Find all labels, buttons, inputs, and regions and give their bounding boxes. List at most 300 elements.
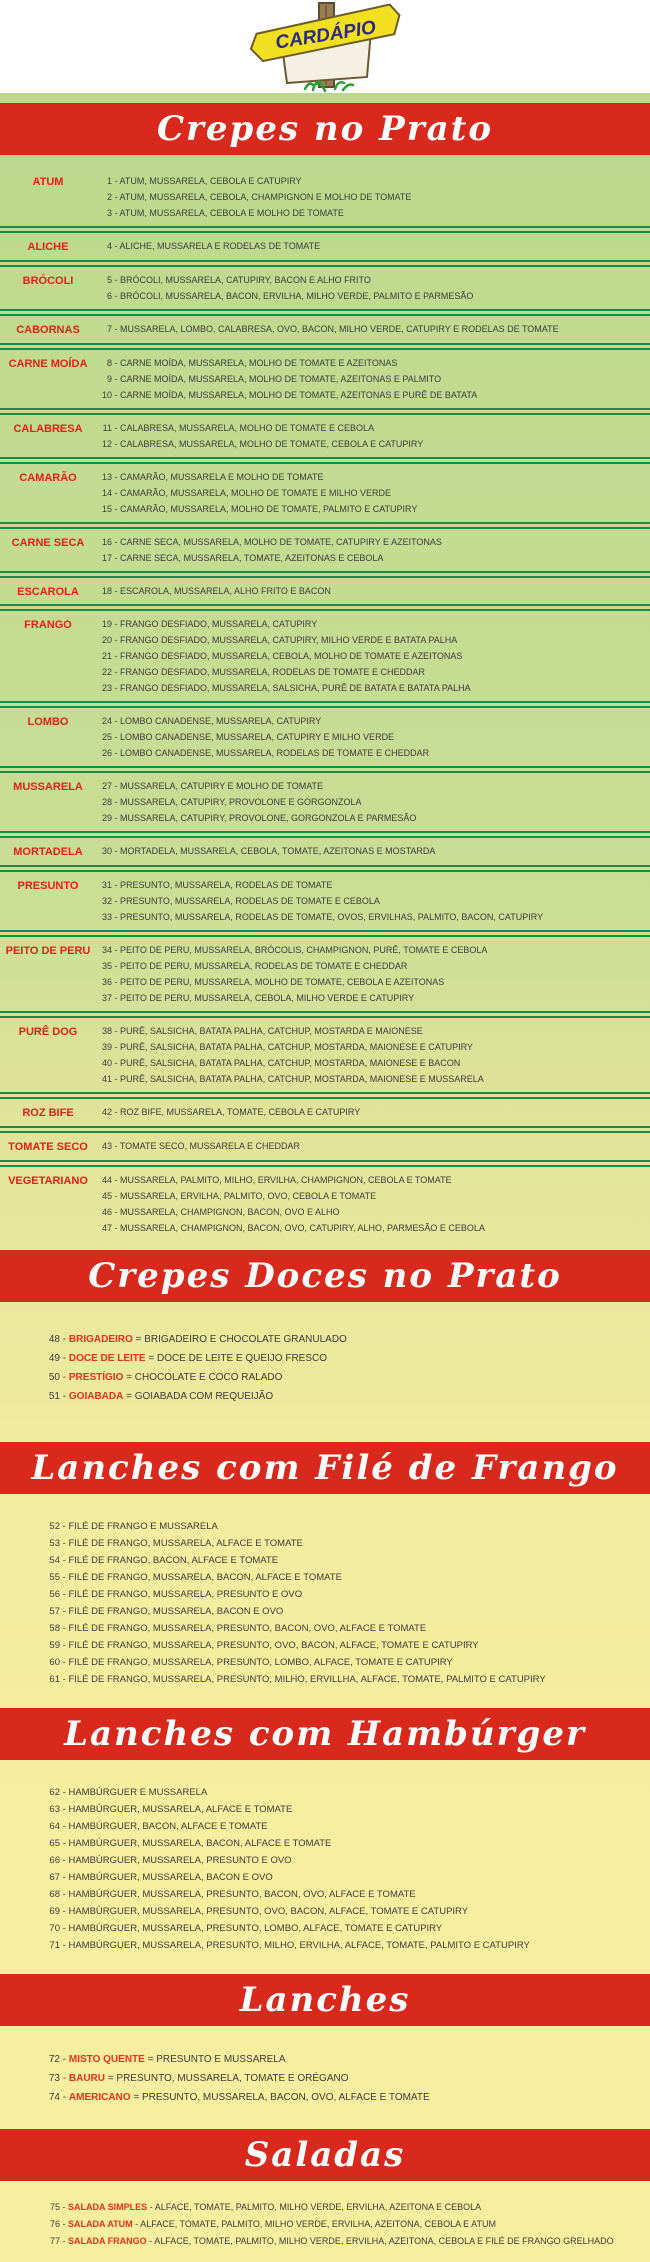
menu-item: 32 - PRESUNTO, MUSSARELA, RODELAS DE TOMATE E CEBOLA: [98, 893, 650, 909]
category-items: [96, 713, 650, 761]
category-label: CABORNAS: [16, 323, 80, 336]
category-block: [0, 1165, 650, 1241]
item-description: FRANGO DESFIADO, MUSSARELA, RODELAS DE TOMATE E CHEDDAR: [120, 667, 426, 678]
menu-item: 18 - ESCAROLA, MUSSARELA, ALHO FRITO E BACON: [98, 583, 650, 599]
item-description: CARNE MOÍDA, MUSSARELA, MOLHO DE TOMATE E AZEITONAS: [120, 357, 398, 368]
menu-item: 57 - FILÉ DE FRANGO, MUSSARELA, BACON E OVO: [46, 1603, 650, 1620]
item-number: 77: [49, 2235, 60, 2246]
category-block: [0, 870, 650, 932]
category-items: [96, 778, 650, 826]
category-label: ESCAROLA: [17, 585, 79, 598]
menu-item: 49 - DOCE DE LEITE = DOCE DE LEITE E QUEIJO FRESCO: [46, 1349, 650, 1368]
item-number: 58: [49, 1622, 60, 1634]
item-number: 44: [101, 1174, 112, 1185]
item-description: MUSSARELA, CATUPIRY, PROVOLONE E GORGONZOLA: [120, 797, 362, 808]
item-description: ALFACE, TOMATE, PALMITO, MILHO VERDE, ERVILHA, AZEITONA, CEBOLA E ATUM: [140, 2218, 496, 2229]
category-label: PRESUNTO: [17, 880, 79, 892]
item-number: 67: [49, 1871, 60, 1883]
item-description: BRÓCOLI, MUSSARELA, CATUPIRY, BACON E ALHO FRITO: [120, 274, 371, 285]
item-number: 8: [106, 357, 112, 368]
item-description: ROZ BIFE, MUSSARELA, TOMATE, CEBOLA E CATUPIRY: [120, 1107, 361, 1117]
item-number: 27: [101, 781, 112, 792]
item-number: 29: [101, 813, 112, 824]
item-number: 52: [49, 1520, 60, 1532]
item-description: FILÉ DE FRANGO E MUSSARELA: [68, 1520, 218, 1532]
item-description: HAMBÚRGUER, MUSSARELA, PRESUNTO, LOMBO, ALFACE, TOMATE E CATUPIRY: [68, 1922, 443, 1934]
item-description: MUSSARELA, CHAMPIGNON, BACON, OVO, CATUPIRY, ALHO, PARMESÃO E CEBOLA: [120, 1222, 485, 1233]
category-items: [96, 1023, 650, 1087]
menu-item: 21 - FRANGO DESFIADO, MUSSARELA, CEBOLA, MOLHO DE TOMATE E AZEITONAS: [98, 648, 650, 664]
category-block: [0, 1016, 650, 1094]
item-number: 32: [101, 896, 112, 906]
item-number: 45: [101, 1190, 112, 1201]
menu-item: 23 - FRANGO DESFIADO, MUSSARELA, SALSICHA, PURÊ DE BATATA E BATATA PALHA: [98, 680, 650, 696]
category-label: ALICHE: [27, 241, 69, 253]
category-items: [96, 1104, 650, 1120]
item-name: PRESTÍGIO: [68, 1371, 124, 1383]
category-label: FRANGO: [24, 619, 72, 632]
menu-item: 71 - HAMBÚRGUER, MUSSARELA, PRESUNTO, MILHO, ERVILHA, ALFACE, TOMATE, PALMITO E CATUPIRY: [46, 1937, 650, 1954]
menu-item: 62 - HAMBÚRGUER E MUSSARELA: [46, 1784, 650, 1801]
item-number: 28: [101, 797, 112, 808]
category-block: [0, 609, 650, 703]
menu-item: 64 - HAMBÚRGUER, BACON, ALFACE E TOMATE: [46, 1818, 650, 1835]
item-number: 5: [106, 274, 112, 285]
category-items: [96, 321, 650, 337]
item-description: CARNE MOÍDA, MUSSARELA, MOLHO DE TOMATE, AZEITONAS E PALMITO: [120, 373, 442, 384]
menu-item: 47 - MUSSARELA, CHAMPIGNON, BACON, OVO, CATUPIRY, ALHO, PARMESÃO E CEBOLA: [98, 1220, 650, 1236]
category-items: [96, 534, 650, 566]
item-number: 7: [106, 323, 112, 334]
banner-title: Crepes no Prato: [156, 109, 494, 149]
menu-item: 67 - HAMBÚRGUER, MUSSARELA, BACON E OVO: [46, 1869, 650, 1886]
item-name: DOCE DE LEITE: [68, 1352, 146, 1364]
category-label: PEITO DE PERU: [5, 945, 91, 957]
menu-item: 36 - PEITO DE PERU, MUSSARELA, MOLHO DE TOMATE, CEBOLA E AZEITONAS: [98, 974, 650, 990]
item-description: BRÓCOLI, MUSSARELA, BACON, ERVILHA, MILHO VERDE, PALMITO E PARMESÃO: [120, 290, 474, 301]
item-description: HAMBÚRGUER, MUSSARELA, BACON E OVO: [68, 1871, 273, 1883]
menu-item: 53 - FILÉ DE FRANGO, MUSSARELA, ALFACE E TOMATE: [46, 1535, 650, 1552]
category-label: BRÓCOLI: [22, 274, 74, 287]
item-description: ATUM, MUSSARELA, CEBOLA, CHAMPIGNON E MOLHO DE TOMATE: [119, 192, 412, 202]
menu-item: 69 - HAMBÚRGUER, MUSSARELA, PRESUNTO, OVO, BACON, ALFACE, TOMATE E CATUPIRY: [46, 1903, 650, 1920]
menu-item: 15 - CAMARÃO, MUSSARELA, MOLHO DE TOMATE, PALMITO E CATUPIRY: [98, 501, 650, 517]
item-number: 24: [101, 716, 112, 727]
menu-item: 73 - BAURU = PRESUNTO, MUSSARELA, TOMATE E ORÉGANO: [46, 2069, 650, 2088]
item-number: 38: [101, 1026, 112, 1036]
menu-item: 12 - CALABRESA, MUSSARELA, MOLHO DE TOMATE, CEBOLA E CATUPIRY: [98, 436, 650, 452]
category-block: [0, 706, 650, 768]
menu-item: 55 - FILÉ DE FRANGO, MUSSARELA, BACON, ALFACE E TOMATE: [46, 1569, 650, 1586]
banner-lanches: [0, 1974, 650, 2026]
item-number: 9: [106, 373, 112, 384]
item-description: TOMATE SECO, MUSSARELA E CHEDDAR: [119, 1140, 301, 1151]
menu-item: 22 - FRANGO DESFIADO, MUSSARELA, RODELAS DE TOMATE E CHEDDAR: [98, 664, 650, 680]
item-description: MUSSARELA, LOMBO, CALABRESA, OVO, BACON, MILHO VERDE, CATUPIRY E RODELAS DE TOMATE: [120, 323, 559, 334]
item-number: 64: [49, 1820, 60, 1832]
menu-item: 43 - TOMATE SECO, MUSSARELA E CHEDDAR: [98, 1138, 650, 1154]
item-description: ATUM, MUSSARELA, CEBOLA E MOLHO DE TOMATE: [119, 208, 344, 218]
item-description: PEITO DE PERU, MUSSARELA, RODELAS DE TOMATE E CHEDDAR: [120, 961, 408, 971]
item-description: FRANGO DESFIADO, MUSSARELA, CATUPIRY, MILHO VERDE E BATATA PALHA: [120, 635, 458, 646]
item-description: HAMBÚRGUER, MUSSARELA, ALFACE E TOMATE: [68, 1803, 293, 1815]
item-description: ALFACE, TOMATE, PALMITO, MILHO VERDE, ERVILHA, AZEITONA, CEBOLA E FILÉ DE FRANGO GRELHADO: [154, 2235, 614, 2246]
item-description: BRIGADEIRO E CHOCOLATE GRANULADO: [144, 1333, 347, 1345]
item-number: 31: [101, 880, 112, 890]
lanches-frango-list: [0, 1494, 650, 1708]
item-description: PURÊ, SALSICHA, BATATA PALHA, CATCHUP, MOSTARDA, MAIONESE E CATUPIRY: [120, 1042, 473, 1052]
item-number: 14: [101, 487, 112, 498]
menu-item: 4 - ALICHE, MUSSARELA E RODELAS DE TOMATE: [98, 238, 650, 254]
item-description: CARNE SECA, MUSSARELA, TOMATE, AZEITONAS E CEBOLA: [120, 552, 384, 563]
banner-title: Saladas: [244, 2134, 406, 2175]
item-number: 17: [101, 552, 112, 563]
item-number: 35: [101, 961, 112, 971]
menu-item: 17 - CARNE SECA, MUSSARELA, TOMATE, AZEITONAS E CEBOLA: [98, 550, 650, 566]
category-block: [0, 462, 650, 524]
item-description: PEITO DE PERU, MUSSARELA, BRÓCOLIS, CHAMPIGNON, PURÊ, TOMATE E CEBOLA: [120, 945, 488, 955]
menu-item: 6 - BRÓCOLI, MUSSARELA, BACON, ERVILHA, MILHO VERDE, PALMITO E PARMESÃO: [98, 288, 650, 304]
item-number: 49: [48, 1352, 60, 1364]
category-block: [0, 231, 650, 262]
item-number: 30: [101, 846, 112, 857]
category-items: [96, 420, 650, 452]
item-number: 54: [49, 1554, 60, 1566]
item-description: LOMBO CANADENSE, MUSSARELA, CATUPIRY E MILHO VERDE: [120, 732, 395, 743]
menu-item: 58 - FILÉ DE FRANGO, MUSSARELA, PRESUNTO, BACON, OVO, ALFACE E TOMATE: [46, 1620, 650, 1637]
item-description: PEITO DE PERU, MUSSARELA, MOLHO DE TOMATE, CEBOLA E AZEITONAS: [120, 977, 445, 987]
category-items: [96, 272, 650, 304]
menu-item: 30 - MORTADELA, MUSSARELA, CEBOLA, TOMATE, AZEITONAS E MOSTARDA: [98, 843, 650, 859]
menu-item: 25 - LOMBO CANADENSE, MUSSARELA, CATUPIRY E MILHO VERDE: [98, 729, 650, 745]
banner-title: Lanches: [239, 1979, 411, 2020]
category-label: CARNE MOÍDA: [8, 357, 88, 370]
item-description: PRESUNTO, MUSSARELA, RODELAS DE TOMATE: [120, 880, 333, 890]
item-description: CARNE MOÍDA, MUSSARELA, MOLHO DE TOMATE, AZEITONAS E PURÊ DE BATATA: [120, 389, 478, 400]
item-number: 34: [101, 945, 112, 955]
menu-item: 26 - LOMBO CANADENSE, MUSSARELA, RODELAS DE TOMATE E CHEDDAR: [98, 745, 650, 761]
category-label: CAMARÃO: [19, 471, 77, 484]
lanches-hamburger-list: [0, 1760, 650, 1974]
menu-item: 60 - FILÉ DE FRANGO, MUSSARELA, PRESUNTO, LOMBO, ALFACE, TOMATE E CATUPIRY: [46, 1654, 650, 1671]
item-number: 71: [49, 1939, 60, 1951]
item-description: CALABRESA, MUSSARELA, MOLHO DE TOMATE, CEBOLA E CATUPIRY: [120, 438, 424, 449]
item-number: 61: [49, 1673, 60, 1685]
item-description: FRANGO DESFIADO, MUSSARELA, SALSICHA, PURÊ DE BATATA E BATATA PALHA: [120, 683, 471, 694]
menu-item: 11 - CALABRESA, MUSSARELA, MOLHO DE TOMATE E CEBOLA: [98, 420, 650, 436]
header: [0, 0, 650, 93]
category-items: [96, 469, 650, 517]
item-description: CAMARÃO, MUSSARELA, MOLHO DE TOMATE, PALMITO E CATUPIRY: [120, 503, 418, 514]
item-number: 41: [101, 1074, 112, 1084]
crepes-doces-list: [0, 1302, 650, 1442]
item-description: MUSSARELA, CATUPIRY E MOLHO DE TOMATE: [120, 781, 324, 792]
menu-item: 13 - CAMARÃO, MUSSARELA E MOLHO DE TOMATE: [98, 469, 650, 485]
category-items: [96, 583, 650, 599]
item-number: 37: [101, 993, 112, 1003]
category-block: [0, 413, 650, 459]
item-description: PRESUNTO E MUSSARELA: [156, 2053, 286, 2065]
item-number: 6: [106, 290, 112, 301]
item-description: LOMBO CANADENSE, MUSSARELA, RODELAS DE TOMATE E CHEDDAR: [120, 748, 430, 759]
menu-item: 8 - CARNE MOÍDA, MUSSARELA, MOLHO DE TOMATE E AZEITONAS: [98, 355, 650, 371]
item-number: 16: [101, 536, 112, 547]
menu-item: 35 - PEITO DE PERU, MUSSARELA, RODELAS DE TOMATE E CHEDDAR: [98, 958, 650, 974]
item-description: FILÉ DE FRANGO, MUSSARELA, PRESUNTO, BACON, OVO, ALFACE E TOMATE: [68, 1622, 427, 1634]
menu-item: 61 - FILÉ DE FRANGO, MUSSARELA, PRESUNTO, MILHO, ERVILLHA, ALFACE, TOMATE, PALMITO E CATUPIRY: [46, 1671, 650, 1688]
item-description: CAMARÃO, MUSSARELA E MOLHO DE TOMATE: [120, 471, 324, 482]
item-description: MUSSARELA, ERVILHA, PALMITO, OVO, CEBOLA E TOMATE: [120, 1190, 377, 1201]
category-block: [0, 168, 650, 228]
item-number: 43: [101, 1140, 112, 1151]
menu-item: 40 - PURÊ, SALSICHA, BATATA PALHA, CATCHUP, MOSTARDA, MAIONESE E BACON: [98, 1055, 650, 1071]
cardapio-sign: [235, 1, 415, 93]
item-description: PEITO DE PERU, MUSSARELA, CEBOLA, MILHO VERDE E CATUPIRY: [120, 993, 415, 1003]
category-items: [96, 843, 650, 859]
category-items: [96, 355, 650, 403]
item-number: 19: [101, 619, 112, 630]
item-description: ALICHE, MUSSARELA E RODELAS DE TOMATE: [119, 241, 321, 251]
lanches-list: [0, 2026, 650, 2129]
category-block: [0, 935, 650, 1013]
item-number: 3: [106, 208, 112, 218]
item-number: 4: [106, 241, 112, 251]
item-description: HAMBÚRGUER, BACON, ALFACE E TOMATE: [68, 1820, 268, 1832]
item-name: BRIGADEIRO: [68, 1333, 133, 1345]
menu-item: 56 - FILÉ DE FRANGO, MUSSARELA, PRESUNTO E OVO: [46, 1586, 650, 1603]
menu-item: 1 - ATUM, MUSSARELA, CEBOLA E CATUPIRY: [98, 173, 650, 189]
item-description: HAMBÚRGUER, MUSSARELA, PRESUNTO, OVO, BACON, ALFACE, TOMATE E CATUPIRY: [68, 1905, 469, 1917]
category-block: [0, 265, 650, 311]
menu-item: 5 - BRÓCOLI, MUSSARELA, CATUPIRY, BACON E ALHO FRITO: [98, 272, 650, 288]
top-strip: [0, 93, 650, 103]
item-description: PURÊ, SALSICHA, BATATA PALHA, CATCHUP, MOSTARDA E MAIONESE: [120, 1026, 423, 1036]
category-block: [0, 527, 650, 573]
menu-item: 42 - ROZ BIFE, MUSSARELA, TOMATE, CEBOLA E CATUPIRY: [98, 1104, 650, 1120]
item-number: 18: [101, 585, 112, 596]
menu-item: 77 - SALADA FRANGO - ALFACE, TOMATE, PALMITO, MILHO VERDE, ERVILHA, AZEITONA, CEBOLA E FILÉ DE FRANGO GRELHADO: [46, 2233, 650, 2250]
item-description: FILÉ DE FRANGO, BACON, ALFACE E TOMATE: [68, 1554, 279, 1566]
item-number: 26: [101, 748, 112, 759]
item-description: HAMBÚRGUER, MUSSARELA, BACON, ALFACE E TOMATE: [68, 1837, 332, 1849]
item-description: FILÉ DE FRANGO, MUSSARELA, PRESUNTO E OVO: [68, 1588, 303, 1600]
saladas-list: [0, 2181, 650, 2262]
item-number: 23: [101, 683, 112, 694]
item-number: 59: [49, 1639, 60, 1651]
menu-item: 75 - SALADA SIMPLES - ALFACE, TOMATE, PALMITO, MILHO VERDE, ERVILHA, AZEITONA E CEBOLA: [46, 2199, 650, 2216]
item-number: 66: [49, 1854, 60, 1866]
banner-saladas: [0, 2129, 650, 2181]
item-number: 74: [48, 2091, 60, 2103]
item-number: 11: [102, 422, 112, 433]
item-name: GOIABADA: [68, 1390, 124, 1402]
item-number: 36: [101, 977, 112, 987]
category-label: CALABRESA: [13, 422, 83, 435]
item-description: PRESUNTO, MUSSARELA, RODELAS DE TOMATE, OVOS, ERVILHAS, PALMITO, BACON, CATUPIRY: [120, 912, 544, 922]
menu-item: 7 - MUSSARELA, LOMBO, CALABRESA, OVO, BACON, MILHO VERDE, CATUPIRY E RODELAS DE TOMATE: [98, 321, 650, 337]
category-block: [0, 771, 650, 833]
menu-content: [0, 93, 650, 2262]
item-description: FILÉ DE FRANGO, MUSSARELA, BACON E OVO: [68, 1605, 284, 1617]
item-description: HAMBÚRGUER, MUSSARELA, PRESUNTO, BACON, OVO, ALFACE E TOMATE: [68, 1888, 416, 1900]
category-items: [96, 877, 650, 925]
item-name: AMERICANO: [68, 2091, 131, 2103]
category-items: [96, 238, 650, 254]
item-description: PRESUNTO, MUSSARELA, BACON, OVO, ALFACE E TOMATE: [141, 2091, 430, 2103]
item-description: CAMARÃO, MUSSARELA, MOLHO DE TOMATE E MILHO VERDE: [120, 487, 392, 498]
menu-item: 29 - MUSSARELA, CATUPIRY, PROVOLONE, GORGONZOLA E PARMESÃO: [98, 810, 650, 826]
category-label: VEGETARIANO: [8, 1174, 88, 1187]
item-description: MUSSARELA, CATUPIRY, PROVOLONE, GORGONZOLA E PARMESÃO: [120, 813, 417, 824]
menu-item: 44 - MUSSARELA, PALMITO, MILHO, ERVILHA, CHAMPIGNON, CEBOLA E TOMATE: [98, 1172, 650, 1188]
category-block: [0, 1097, 650, 1128]
item-description: HAMBÚRGUER, MUSSARELA, PRESUNTO E OVO: [68, 1854, 292, 1866]
item-description: CARNE SECA, MUSSARELA, MOLHO DE TOMATE, CATUPIRY E AZEITONAS: [120, 536, 442, 547]
item-number: 73: [48, 2072, 60, 2084]
item-number: 60: [49, 1656, 60, 1668]
menu-item: 27 - MUSSARELA, CATUPIRY E MOLHO DE TOMATE: [98, 778, 650, 794]
item-number: 68: [49, 1888, 60, 1900]
category-items: [96, 173, 650, 221]
item-name: SALADA SIMPLES: [68, 2201, 148, 2212]
category-block: [0, 836, 650, 867]
item-number: 51: [48, 1390, 60, 1402]
item-description: CHOCOLATE E COCO RALADO: [134, 1371, 283, 1383]
banner-title: Crepes Doces no Prato: [88, 1255, 562, 1296]
item-description: PURÊ, SALSICHA, BATATA PALHA, CATCHUP, MOSTARDA, MAIONESE E MUSSARELA: [120, 1074, 484, 1084]
menu-item: 19 - FRANGO DESFIADO, MUSSARELA, CATUPIRY: [98, 616, 650, 632]
menu-item: 70 - HAMBÚRGUER, MUSSARELA, PRESUNTO, LOMBO, ALFACE, TOMATE E CATUPIRY: [46, 1920, 650, 1937]
item-description: HAMBÚRGUER, MUSSARELA, PRESUNTO, MILHO, ERVILHA, ALFACE, TOMATE, PALMITO E CATUPIRY: [68, 1939, 530, 1951]
item-description: ATUM, MUSSARELA, CEBOLA E CATUPIRY: [119, 176, 302, 186]
menu-item: 37 - PEITO DE PERU, MUSSARELA, CEBOLA, MILHO VERDE E CATUPIRY: [98, 990, 650, 1006]
menu-item: 14 - CAMARÃO, MUSSARELA, MOLHO DE TOMATE E MILHO VERDE: [98, 485, 650, 501]
item-description: ALFACE, TOMATE, PALMITO, MILHO VERDE, ERVILHA, AZEITONA E CEBOLA: [154, 2201, 482, 2212]
banner-title: Lanches com Filé de Frango: [31, 1447, 619, 1488]
category-label: ATUM: [32, 176, 64, 188]
category-label: ROZ BIFE: [22, 1107, 74, 1119]
item-number: 15: [101, 503, 112, 514]
item-number: 55: [49, 1571, 60, 1583]
banner-crepes-doces: [0, 1250, 650, 1302]
item-number: 65: [49, 1837, 60, 1849]
category-items: [96, 942, 650, 1006]
menu-item: 48 - BRIGADEIRO = BRIGADEIRO E CHOCOLATE GRANULADO: [46, 1330, 650, 1349]
item-name: MISTO QUENTE: [68, 2053, 145, 2065]
item-number: 1: [106, 176, 112, 186]
menu-item: 16 - CARNE SECA, MUSSARELA, MOLHO DE TOMATE, CATUPIRY E AZEITONAS: [98, 534, 650, 550]
menu-item: 54 - FILÉ DE FRANGO, BACON, ALFACE E TOMATE: [46, 1552, 650, 1569]
category-label: PURÊ DOG: [18, 1026, 78, 1038]
menu-item: 31 - PRESUNTO, MUSSARELA, RODELAS DE TOMATE: [98, 877, 650, 893]
item-description: MUSSARELA, PALMITO, MILHO, ERVILHA, CHAMPIGNON, CEBOLA E TOMATE: [120, 1174, 452, 1185]
menu-item: 33 - PRESUNTO, MUSSARELA, RODELAS DE TOMATE, OVOS, ERVILHAS, PALMITO, BACON, CATUPIRY: [98, 909, 650, 925]
item-number: 62: [49, 1786, 60, 1798]
menu-item: 68 - HAMBÚRGUER, MUSSARELA, PRESUNTO, BACON, OVO, ALFACE E TOMATE: [46, 1886, 650, 1903]
menu-item: 10 - CARNE MOÍDA, MUSSARELA, MOLHO DE TOMATE, AZEITONAS E PURÊ DE BATATA: [98, 387, 650, 403]
menu-item: 72 - MISTO QUENTE = PRESUNTO E MUSSARELA: [46, 2050, 650, 2069]
menu-item: 46 - MUSSARELA, CHAMPIGNON, BACON, OVO E ALHO: [98, 1204, 650, 1220]
crepes-category-menu: [0, 155, 650, 1250]
item-description: FRANGO DESFIADO, MUSSARELA, CEBOLA, MOLHO DE TOMATE E AZEITONAS: [120, 651, 463, 662]
item-number: 46: [101, 1206, 112, 1217]
item-description: GOIABADA COM REQUEIJÃO: [134, 1390, 274, 1402]
item-number: 25: [101, 732, 112, 743]
menu-item: 74 - AMERICANO = PRESUNTO, MUSSARELA, BACON, OVO, ALFACE E TOMATE: [46, 2088, 650, 2107]
banner-lanches-frango: [0, 1442, 650, 1494]
menu-item: 28 - MUSSARELA, CATUPIRY, PROVOLONE E GORGONZOLA: [98, 794, 650, 810]
menu-item: 39 - PURÊ, SALSICHA, BATATA PALHA, CATCHUP, MOSTARDA, MAIONESE E CATUPIRY: [98, 1039, 650, 1055]
menu-item: 50 - PRESTÍGIO = CHOCOLATE E COCO RALADO: [46, 1368, 650, 1387]
item-number: 20: [101, 635, 112, 646]
menu-item: 63 - HAMBÚRGUER, MUSSARELA, ALFACE E TOMATE: [46, 1801, 650, 1818]
menu-item: 76 - SALADA ATUM - ALFACE, TOMATE, PALMITO, MILHO VERDE, ERVILHA, AZEITONA, CEBOLA E ATUM: [46, 2216, 650, 2233]
item-number: 2: [106, 192, 112, 202]
item-description: DOCE DE LEITE E QUEIJO FRESCO: [156, 1352, 328, 1364]
menu-item: 9 - CARNE MOÍDA, MUSSARELA, MOLHO DE TOMATE, AZEITONAS E PALMITO: [98, 371, 650, 387]
category-block: [0, 314, 650, 345]
category-label: TOMATE SECO: [8, 1140, 88, 1153]
menu-item: 24 - LOMBO CANADENSE, MUSSARELA, CATUPIRY: [98, 713, 650, 729]
item-number: 53: [49, 1537, 60, 1549]
menu-item: 2 - ATUM, MUSSARELA, CEBOLA, CHAMPIGNON E MOLHO DE TOMATE: [98, 189, 650, 205]
item-number: 21: [101, 651, 112, 662]
item-description: FRANGO DESFIADO, MUSSARELA, CATUPIRY: [120, 619, 318, 630]
menu-item: 65 - HAMBÚRGUER, MUSSARELA, BACON, ALFACE E TOMATE: [46, 1835, 650, 1852]
item-number: 42: [101, 1107, 112, 1117]
item-name: BAURU: [68, 2072, 105, 2084]
item-name: SALADA ATUM: [68, 2218, 133, 2229]
menu-item: 52 - FILÉ DE FRANGO E MUSSARELA: [46, 1518, 650, 1535]
item-number: 70: [49, 1922, 60, 1934]
banner-title: Lanches com Hambúrger: [64, 1713, 586, 1754]
category-block: [0, 576, 650, 607]
item-description: PRESUNTO, MUSSARELA, TOMATE E ORÉGANO: [116, 2072, 349, 2084]
item-number: 76: [49, 2218, 60, 2229]
item-number: 12: [101, 438, 112, 449]
category-label: MORTADELA: [13, 846, 83, 859]
item-number: 50: [48, 1371, 60, 1383]
item-number: 22: [101, 667, 112, 678]
item-description: PURÊ, SALSICHA, BATATA PALHA, CATCHUP, MOSTARDA, MAIONESE E BACON: [120, 1058, 461, 1068]
category-label: LOMBO: [27, 716, 69, 729]
item-description: LOMBO CANADENSE, MUSSARELA, CATUPIRY: [120, 716, 322, 727]
category-label: CARNE SECA: [11, 536, 85, 549]
item-description: CALABRESA, MUSSARELA, MOLHO DE TOMATE E CEBOLA: [120, 422, 375, 433]
item-name: SALADA FRANGO: [68, 2235, 147, 2246]
item-number: 13: [101, 471, 112, 482]
menu-item: 3 - ATUM, MUSSARELA, CEBOLA E MOLHO DE TOMATE: [98, 205, 650, 221]
item-number: 47: [101, 1222, 112, 1233]
banner-crepes-no-prato: [0, 103, 650, 155]
item-number: 75: [49, 2201, 60, 2212]
menu-item: 66 - HAMBÚRGUER, MUSSARELA, PRESUNTO E OVO: [46, 1852, 650, 1869]
item-number: 10: [101, 389, 112, 400]
category-block: [0, 1131, 650, 1162]
item-description: MUSSARELA, CHAMPIGNON, BACON, OVO E ALHO: [120, 1206, 340, 1217]
menu-item: 34 - PEITO DE PERU, MUSSARELA, BRÓCOLIS, CHAMPIGNON, PURÊ, TOMATE E CEBOLA: [98, 942, 650, 958]
item-description: HAMBÚRGUER E MUSSARELA: [68, 1786, 208, 1798]
menu-item: 51 - GOIABADA = GOIABADA COM REQUEIJÃO: [46, 1387, 650, 1406]
sign-label: CARDÁPIO: [274, 17, 378, 54]
item-number: 56: [49, 1588, 60, 1600]
item-description: FILÉ DE FRANGO, MUSSARELA, BACON, ALFACE E TOMATE: [68, 1571, 342, 1583]
item-description: FILÉ DE FRANGO, MUSSARELA, ALFACE E TOMATE: [68, 1537, 303, 1549]
item-number: 69: [49, 1905, 60, 1917]
item-number: 33: [101, 912, 112, 922]
category-block: [0, 348, 650, 410]
item-number: 57: [49, 1605, 60, 1617]
